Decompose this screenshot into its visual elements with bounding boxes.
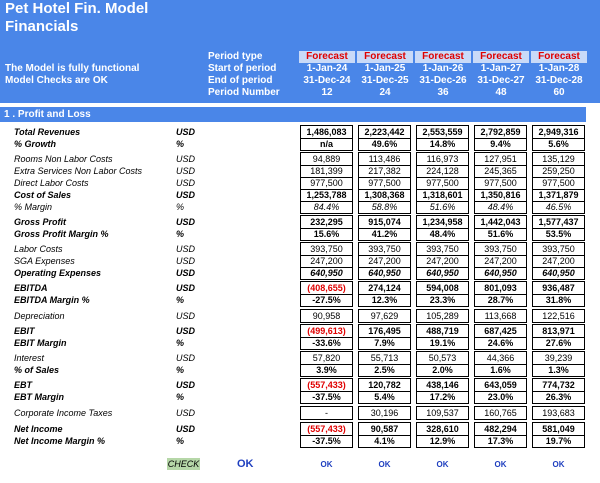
row-cell[interactable]: 438,146 bbox=[426, 380, 459, 390]
end-of-period-label: End of period bbox=[208, 75, 273, 86]
row-cell[interactable]: 5.4% bbox=[374, 392, 395, 402]
row-cell[interactable]: 640,950 bbox=[310, 268, 343, 278]
cell-divider bbox=[300, 435, 353, 436]
ok-cell: OK bbox=[436, 460, 449, 469]
cell-group-border bbox=[358, 406, 411, 420]
row-cell[interactable]: 4.1% bbox=[374, 436, 395, 446]
cell-divider bbox=[358, 294, 411, 295]
row-cell[interactable]: 116,973 bbox=[426, 154, 459, 164]
row-cell[interactable]: 1,253,788 bbox=[306, 190, 347, 200]
row-cell[interactable]: 2,553,559 bbox=[422, 127, 463, 137]
row-cell[interactable]: 46.5% bbox=[545, 202, 572, 212]
row-cell[interactable]: 2.5% bbox=[374, 365, 395, 375]
row-cell[interactable]: 1,577,437 bbox=[538, 217, 579, 227]
cell-group-border bbox=[532, 242, 585, 280]
cell-divider bbox=[416, 294, 469, 295]
row-cell[interactable]: 135,129 bbox=[542, 154, 575, 164]
row-cell[interactable]: 3.9% bbox=[316, 365, 337, 375]
row-cell[interactable]: 50,573 bbox=[428, 353, 457, 363]
period-type-label: Period type bbox=[208, 51, 263, 62]
row-label: SGA Expenses bbox=[14, 256, 75, 266]
row-cell[interactable]: 48.4% bbox=[487, 202, 514, 212]
cell-divider bbox=[300, 177, 353, 178]
row-cell[interactable]: 90,958 bbox=[312, 311, 341, 321]
cell-group-border bbox=[532, 152, 585, 214]
row-cell[interactable]: -37.5% bbox=[312, 392, 341, 402]
cell-divider bbox=[416, 391, 469, 392]
row-unit: USD bbox=[176, 353, 196, 363]
row-unit: USD bbox=[176, 154, 196, 164]
row-cell[interactable]: 328,610 bbox=[426, 424, 459, 434]
row-cell[interactable]: 122,516 bbox=[542, 311, 575, 321]
cell-group-border bbox=[300, 406, 353, 420]
cell-group-border bbox=[416, 242, 469, 280]
row-cell[interactable]: 97,629 bbox=[370, 311, 399, 321]
row-cell[interactable]: 1,442,043 bbox=[480, 217, 521, 227]
ok-cell: OK bbox=[320, 460, 333, 469]
row-unit: USD bbox=[176, 217, 196, 227]
period-type-4: Forecast bbox=[473, 51, 529, 63]
cell-divider bbox=[416, 165, 469, 166]
row-label: EBIT Margin bbox=[14, 338, 67, 348]
cell-divider bbox=[300, 337, 353, 338]
cell-divider bbox=[300, 391, 353, 392]
row-cell[interactable]: 41.2% bbox=[371, 229, 398, 239]
row-cell[interactable]: 17.2% bbox=[429, 392, 456, 402]
row-cell[interactable]: 39,239 bbox=[544, 353, 573, 363]
row-cell[interactable]: 977,500 bbox=[426, 178, 459, 188]
row-cell[interactable]: 687,425 bbox=[484, 326, 517, 336]
period-end-1: 31-Dec-24 bbox=[303, 75, 351, 86]
row-cell[interactable]: 176,495 bbox=[368, 326, 401, 336]
row-cell[interactable]: 915,074 bbox=[368, 217, 401, 227]
row-cell[interactable]: 58.8% bbox=[371, 202, 398, 212]
cell-divider bbox=[474, 228, 527, 229]
row-label: Operating Expenses bbox=[14, 268, 102, 278]
period-num-2: 24 bbox=[379, 87, 391, 98]
row-cell[interactable]: (408,655) bbox=[307, 283, 346, 293]
row-cell[interactable]: 977,500 bbox=[542, 178, 575, 188]
cell-divider bbox=[532, 138, 585, 139]
ok-cell: OK bbox=[494, 460, 507, 469]
row-cell[interactable]: 84.4% bbox=[313, 202, 340, 212]
cell-group-border bbox=[474, 406, 527, 420]
row-unit: % bbox=[176, 365, 185, 375]
period-type-2: Forecast bbox=[357, 51, 413, 63]
row-cell[interactable]: 31.8% bbox=[545, 295, 572, 305]
cell-divider bbox=[358, 189, 411, 190]
title-line-2: Financials bbox=[5, 18, 79, 35]
period-type-1: Forecast bbox=[299, 51, 355, 63]
cell-divider bbox=[416, 435, 469, 436]
row-unit: USD bbox=[176, 326, 196, 336]
row-cell[interactable]: n/a bbox=[319, 139, 333, 149]
cell-group-border bbox=[358, 242, 411, 280]
cell-group-border bbox=[416, 406, 469, 420]
row-label: Depreciation bbox=[14, 311, 65, 321]
cell-divider bbox=[358, 391, 411, 392]
period-end-3: 31-Dec-26 bbox=[419, 75, 467, 86]
cell-divider bbox=[532, 189, 585, 190]
cell-divider bbox=[358, 228, 411, 229]
ok-cell: OK bbox=[552, 460, 565, 469]
row-cell[interactable]: 393,750 bbox=[426, 244, 459, 254]
row-cell[interactable]: 640,950 bbox=[426, 268, 459, 278]
cell-divider bbox=[474, 267, 527, 268]
row-cell[interactable]: 5.6% bbox=[548, 139, 569, 149]
row-cell[interactable]: 12.9% bbox=[429, 436, 456, 446]
row-cell[interactable]: 113,668 bbox=[484, 311, 517, 321]
cell-divider bbox=[532, 364, 585, 365]
row-unit: % bbox=[176, 436, 185, 446]
period-end-4: 31-Dec-27 bbox=[477, 75, 525, 86]
row-cell[interactable]: 105,289 bbox=[426, 311, 459, 321]
cell-divider bbox=[474, 364, 527, 365]
check-status: OK bbox=[237, 458, 254, 470]
row-cell[interactable]: 977,500 bbox=[484, 178, 517, 188]
row-cell[interactable]: 813,971 bbox=[542, 326, 575, 336]
row-unit: USD bbox=[176, 380, 196, 390]
row-cell[interactable]: 2,223,442 bbox=[364, 127, 405, 137]
row-label: Corporate Income Taxes bbox=[14, 408, 113, 418]
row-cell[interactable]: - bbox=[325, 408, 328, 418]
row-cell[interactable]: 247,200 bbox=[310, 256, 343, 266]
period-type-5: Forecast bbox=[531, 51, 587, 63]
cell-divider bbox=[532, 165, 585, 166]
cell-divider bbox=[532, 337, 585, 338]
cell-divider bbox=[532, 267, 585, 268]
row-cell[interactable]: 57,820 bbox=[312, 353, 341, 363]
check-button[interactable]: CHECK bbox=[167, 459, 200, 469]
row-label: % of Sales bbox=[14, 365, 60, 375]
row-cell[interactable]: 19.7% bbox=[545, 436, 572, 446]
period-start-4: 1-Jan-27 bbox=[480, 63, 522, 74]
cell-divider bbox=[416, 189, 469, 190]
cell-divider bbox=[358, 138, 411, 139]
row-cell[interactable]: -27.5% bbox=[312, 295, 341, 305]
cell-divider bbox=[474, 189, 527, 190]
cell-divider bbox=[532, 294, 585, 295]
cell-divider bbox=[474, 294, 527, 295]
cell-divider bbox=[358, 267, 411, 268]
row-unit: USD bbox=[176, 127, 196, 137]
cell-group-border bbox=[474, 152, 527, 214]
cell-divider bbox=[532, 255, 585, 256]
row-cell[interactable]: 90,587 bbox=[370, 424, 399, 434]
row-label: Extra Services Non Labor Costs bbox=[14, 166, 143, 176]
cell-divider bbox=[474, 201, 527, 202]
row-cell[interactable]: 977,500 bbox=[310, 178, 343, 188]
cell-group-border bbox=[358, 152, 411, 214]
row-cell[interactable]: 193,683 bbox=[542, 408, 575, 418]
cell-divider bbox=[416, 138, 469, 139]
row-cell[interactable]: 2,949,316 bbox=[538, 127, 579, 137]
period-start-1: 1-Jan-24 bbox=[306, 63, 348, 74]
cell-divider bbox=[300, 294, 353, 295]
cell-divider bbox=[474, 391, 527, 392]
row-cell[interactable]: 181,399 bbox=[310, 166, 343, 176]
row-unit: USD bbox=[176, 424, 196, 434]
row-label: EBT bbox=[14, 380, 32, 390]
cell-divider bbox=[474, 165, 527, 166]
title-line-1: Pet Hotel Fin. Model bbox=[5, 0, 149, 17]
row-cell[interactable]: 24.6% bbox=[487, 338, 514, 348]
row-cell[interactable]: (557,433) bbox=[307, 424, 346, 434]
row-unit: USD bbox=[176, 190, 196, 200]
cell-divider bbox=[300, 255, 353, 256]
row-cell[interactable]: 27.6% bbox=[545, 338, 572, 348]
row-unit: % bbox=[176, 338, 185, 348]
cell-divider bbox=[416, 267, 469, 268]
row-cell[interactable]: (499,613) bbox=[307, 326, 346, 336]
cell-divider bbox=[358, 255, 411, 256]
row-label: Cost of Sales bbox=[14, 190, 72, 200]
row-label: Net Income Margin % bbox=[14, 436, 106, 446]
row-unit: % bbox=[176, 139, 185, 149]
row-cell[interactable]: 1,308,368 bbox=[364, 190, 405, 200]
period-start-3: 1-Jan-26 bbox=[422, 63, 464, 74]
start-of-period-label: Start of period bbox=[208, 63, 277, 74]
row-cell[interactable]: 53.5% bbox=[545, 229, 572, 239]
section-profit-and-loss: 1 . Profit and Loss bbox=[0, 107, 586, 122]
row-cell[interactable]: 247,200 bbox=[368, 256, 401, 266]
cell-divider bbox=[474, 177, 527, 178]
row-unit: USD bbox=[176, 311, 196, 321]
row-cell[interactable]: 94,889 bbox=[312, 154, 341, 164]
row-unit: USD bbox=[176, 268, 196, 278]
row-cell[interactable]: 48.4% bbox=[429, 229, 456, 239]
row-cell[interactable]: 109,537 bbox=[426, 408, 459, 418]
cell-divider bbox=[416, 228, 469, 229]
period-end-5: 31-Dec-28 bbox=[535, 75, 583, 86]
row-unit: USD bbox=[176, 244, 196, 254]
row-cell[interactable]: 14.8% bbox=[429, 139, 456, 149]
row-cell[interactable]: 774,732 bbox=[542, 380, 575, 390]
cell-divider bbox=[532, 228, 585, 229]
row-cell[interactable]: 217,382 bbox=[368, 166, 401, 176]
row-cell[interactable]: 247,200 bbox=[542, 256, 575, 266]
row-label: Net Income bbox=[14, 424, 63, 434]
cell-divider bbox=[532, 391, 585, 392]
row-label: EBIT bbox=[14, 326, 35, 336]
period-num-1: 12 bbox=[321, 87, 333, 98]
cell-group-border bbox=[532, 406, 585, 420]
row-cell[interactable]: 113,486 bbox=[368, 154, 401, 164]
period-number-label: Period Number bbox=[208, 87, 280, 98]
row-label: Interest bbox=[14, 353, 45, 363]
row-label: Total Revenues bbox=[14, 127, 81, 137]
header-band bbox=[0, 0, 600, 103]
cell-divider bbox=[358, 177, 411, 178]
period-start-2: 1-Jan-25 bbox=[364, 63, 406, 74]
row-cell[interactable]: 2,792,859 bbox=[480, 127, 521, 137]
row-cell[interactable]: 120,782 bbox=[368, 380, 401, 390]
cell-divider bbox=[358, 165, 411, 166]
row-cell[interactable]: -37.5% bbox=[312, 436, 341, 446]
row-cell[interactable]: 245,365 bbox=[484, 166, 517, 176]
cell-group-border bbox=[358, 309, 411, 323]
row-cell[interactable]: 977,500 bbox=[368, 178, 401, 188]
row-cell[interactable]: 30,196 bbox=[370, 408, 399, 418]
row-label: Labor Costs bbox=[14, 244, 63, 254]
period-start-5: 1-Jan-28 bbox=[538, 63, 580, 74]
row-unit: USD bbox=[176, 256, 196, 266]
cell-group-border bbox=[474, 309, 527, 323]
model-checks-text: Model Checks are OK bbox=[5, 75, 108, 86]
row-cell[interactable]: 274,124 bbox=[368, 283, 401, 293]
row-cell[interactable]: 9.4% bbox=[490, 139, 511, 149]
cell-divider bbox=[416, 201, 469, 202]
row-unit: % bbox=[176, 229, 185, 239]
row-unit: % bbox=[176, 392, 185, 402]
cell-group-border bbox=[416, 152, 469, 214]
row-cell[interactable]: 488,719 bbox=[426, 326, 459, 336]
period-end-2: 31-Dec-25 bbox=[361, 75, 409, 86]
row-cell[interactable]: 19.1% bbox=[429, 338, 456, 348]
row-cell[interactable]: 594,008 bbox=[426, 283, 459, 293]
row-cell[interactable]: 640,950 bbox=[542, 268, 575, 278]
row-unit: % bbox=[176, 295, 185, 305]
row-cell[interactable]: 49.6% bbox=[371, 139, 398, 149]
row-cell[interactable]: 224,128 bbox=[426, 166, 459, 176]
cell-divider bbox=[358, 337, 411, 338]
row-cell[interactable]: 51.6% bbox=[487, 229, 514, 239]
cell-divider bbox=[300, 189, 353, 190]
row-cell[interactable]: 640,950 bbox=[484, 268, 517, 278]
row-cell[interactable]: 482,294 bbox=[484, 424, 517, 434]
row-cell[interactable]: 393,750 bbox=[368, 244, 401, 254]
row-label: EBITDA Margin % bbox=[14, 295, 90, 305]
row-label: % Margin bbox=[14, 202, 53, 212]
row-cell[interactable]: 1,350,816 bbox=[480, 190, 521, 200]
cell-divider bbox=[416, 177, 469, 178]
row-cell[interactable]: 393,750 bbox=[310, 244, 343, 254]
row-cell[interactable]: (557,433) bbox=[307, 380, 346, 390]
cell-group-border bbox=[532, 309, 585, 323]
row-cell[interactable]: 643,059 bbox=[484, 380, 517, 390]
cell-divider bbox=[300, 364, 353, 365]
row-cell[interactable]: 640,950 bbox=[368, 268, 401, 278]
row-label: Gross Profit Margin % bbox=[14, 229, 109, 239]
cell-divider bbox=[416, 337, 469, 338]
row-cell[interactable]: 247,200 bbox=[484, 256, 517, 266]
row-unit: USD bbox=[176, 283, 196, 293]
row-cell[interactable]: 259,250 bbox=[542, 166, 575, 176]
row-cell[interactable]: 23.3% bbox=[429, 295, 456, 305]
cell-divider bbox=[474, 255, 527, 256]
period-type-3: Forecast bbox=[415, 51, 471, 63]
row-cell[interactable]: 2.0% bbox=[432, 365, 453, 375]
cell-divider bbox=[358, 435, 411, 436]
row-label: EBITDA bbox=[14, 283, 48, 293]
row-label: Direct Labor Costs bbox=[14, 178, 89, 188]
row-cell[interactable]: 232,295 bbox=[310, 217, 343, 227]
row-cell[interactable]: 28.7% bbox=[487, 295, 514, 305]
row-label: % Growth bbox=[14, 139, 56, 149]
row-cell[interactable]: 1.6% bbox=[490, 365, 511, 375]
row-cell[interactable]: 26.3% bbox=[545, 392, 572, 402]
cell-divider bbox=[416, 364, 469, 365]
row-label: EBT Margin bbox=[14, 392, 65, 402]
row-label: Rooms Non Labor Costs bbox=[14, 154, 113, 164]
cell-group-border bbox=[300, 309, 353, 323]
cell-divider bbox=[474, 435, 527, 436]
cell-divider bbox=[300, 165, 353, 166]
row-cell[interactable]: 247,200 bbox=[426, 256, 459, 266]
cell-divider bbox=[474, 138, 527, 139]
row-cell[interactable]: 23.0% bbox=[487, 392, 514, 402]
cell-divider bbox=[358, 201, 411, 202]
row-unit: USD bbox=[176, 166, 196, 176]
row-cell[interactable]: 801,093 bbox=[484, 283, 517, 293]
row-unit: % bbox=[176, 202, 185, 212]
row-cell[interactable]: 127,951 bbox=[484, 154, 517, 164]
page-title bbox=[5, 0, 148, 36]
cell-divider bbox=[300, 138, 353, 139]
row-cell[interactable]: 581,049 bbox=[542, 424, 575, 434]
period-num-5: 60 bbox=[553, 87, 565, 98]
cell-divider bbox=[532, 177, 585, 178]
row-cell[interactable]: 12.3% bbox=[371, 295, 398, 305]
row-cell[interactable]: 393,750 bbox=[542, 244, 575, 254]
row-cell[interactable]: 51.6% bbox=[429, 202, 456, 212]
row-cell[interactable]: 393,750 bbox=[484, 244, 517, 254]
row-cell[interactable]: 15.6% bbox=[313, 229, 340, 239]
cell-divider bbox=[474, 337, 527, 338]
cell-divider bbox=[416, 255, 469, 256]
row-cell[interactable]: 44,366 bbox=[486, 353, 515, 363]
cell-divider bbox=[300, 201, 353, 202]
row-cell[interactable]: 1,486,083 bbox=[306, 127, 347, 137]
period-num-4: 48 bbox=[495, 87, 507, 98]
ok-cell: OK bbox=[378, 460, 391, 469]
cell-group-border bbox=[474, 242, 527, 280]
row-unit: USD bbox=[176, 408, 196, 418]
row-cell[interactable]: 1.3% bbox=[548, 365, 569, 375]
cell-divider bbox=[358, 364, 411, 365]
row-cell[interactable]: 17.3% bbox=[487, 436, 514, 446]
cell-divider bbox=[532, 435, 585, 436]
row-cell[interactable]: 55,713 bbox=[370, 353, 399, 363]
cell-group-border bbox=[300, 152, 353, 214]
period-num-3: 36 bbox=[437, 87, 449, 98]
row-unit: USD bbox=[176, 178, 196, 188]
row-cell[interactable]: 7.9% bbox=[374, 338, 395, 348]
row-cell[interactable]: 936,487 bbox=[542, 283, 575, 293]
row-label: Gross Profit bbox=[14, 217, 67, 227]
row-cell[interactable]: 1,318,601 bbox=[422, 190, 463, 200]
cell-divider bbox=[300, 228, 353, 229]
model-status-text: The Model is fully functional bbox=[5, 63, 140, 74]
row-cell[interactable]: -33.6% bbox=[312, 338, 341, 348]
cell-group-border bbox=[416, 309, 469, 323]
row-cell[interactable]: 160,765 bbox=[484, 408, 517, 418]
row-cell[interactable]: 1,371,879 bbox=[538, 190, 579, 200]
row-cell[interactable]: 1,234,958 bbox=[422, 217, 463, 227]
cell-divider bbox=[532, 201, 585, 202]
cell-group-border bbox=[300, 242, 353, 280]
cell-divider bbox=[300, 267, 353, 268]
